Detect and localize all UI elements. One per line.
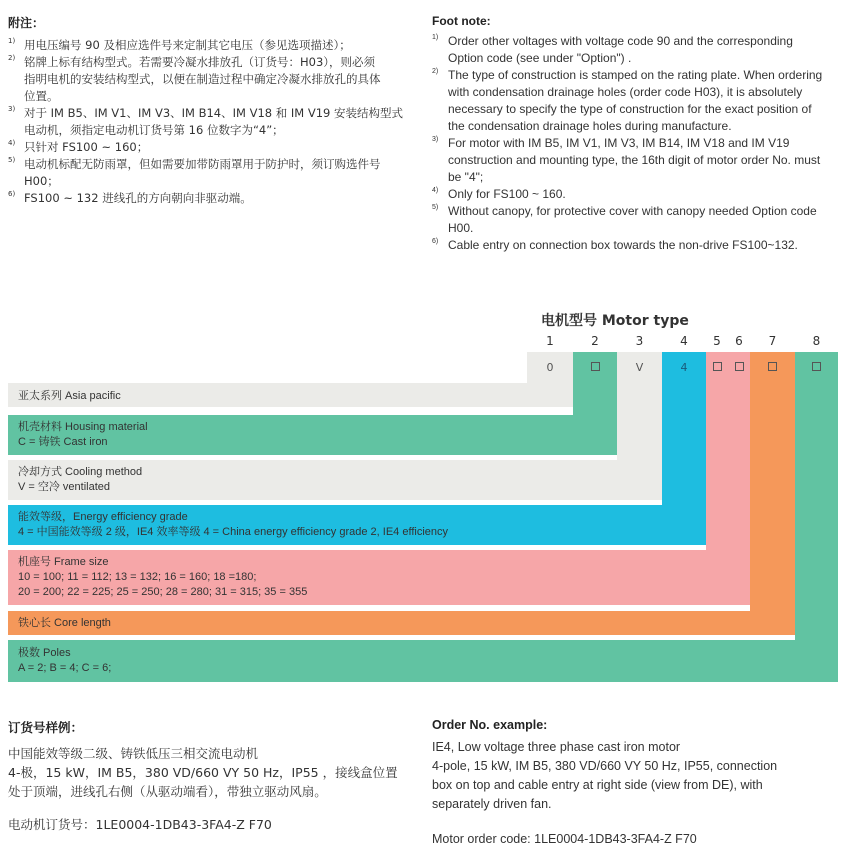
footnote-line: construction and mounting type, the 16th digit of motor order No. must <box>448 153 821 167</box>
order-example-cn-title: 订货号样例： <box>8 720 84 735</box>
column-number-4: 4 <box>680 334 688 348</box>
row-label-line: V = 空冷 ventilated <box>18 481 111 493</box>
footnotes-en-list <box>432 33 847 254</box>
footnotes-cn <box>8 14 418 207</box>
footnote-number: 5) <box>8 156 16 164</box>
row-label-frame-size <box>18 555 307 600</box>
column-number-3: 3 <box>635 334 644 348</box>
placeholder-box-icon <box>735 362 744 371</box>
footnote-en-1 <box>432 33 847 67</box>
row-label-asia-pacific <box>18 389 121 404</box>
footnote-line: Without canopy, for protective cover with canopy needed Option code <box>448 204 817 218</box>
footnote-line: 铭牌上标有结构型式。若需要冷凝水排放孔（订货号：H03），则必须 <box>24 55 376 69</box>
row-label-housing-material <box>18 420 148 450</box>
digit-5-placeholder-box <box>706 361 728 374</box>
row-label-line: 10 = 100; 11 = 112; 13 = 132; 16 = 160; 18 =180; <box>18 571 257 583</box>
order-example-cn-code: 电动机订货号：1LE0004-1DB43-3FA4-Z F70 <box>8 817 272 832</box>
footnote-line: Option code (see under "Option") . <box>448 51 632 65</box>
footnote-cn-4 <box>8 139 418 156</box>
footnote-number: 5) <box>432 204 439 211</box>
row-label-line: 机座号 Frame size <box>18 556 109 568</box>
digit-8-placeholder-box <box>795 361 838 374</box>
row-label-cooling-method <box>18 465 142 495</box>
placeholder-box-icon <box>768 362 777 371</box>
column-number-5: 5 <box>713 334 721 348</box>
footnote-line: Cable entry on connection box towards the non-drive FS100~132. <box>448 238 798 252</box>
footnote-cn-1 <box>8 37 418 54</box>
row-label-line: 极数 Poles <box>18 647 71 659</box>
row-label-line: C = 铸铁 Cast iron <box>18 436 108 448</box>
row-label-line: 能效等级，Energy efficiency grade <box>18 511 188 523</box>
band-core-vertical <box>750 352 795 635</box>
footnote-number: 1) <box>8 37 16 45</box>
footnote-line: FS100 ~ 132 进线孔的方向朝向非驱动端。 <box>24 191 252 205</box>
example-line: separately driven fan. <box>432 797 552 811</box>
footnotes-en-title: Foot note: <box>432 14 491 28</box>
footnote-cn-6 <box>8 190 418 207</box>
footnote-line: with condensation drainage holes (order code H03), it is absolutely <box>448 85 803 99</box>
order-example-en-code: Motor order code: 1LE0004-1DB43-3FA4-Z F70 <box>432 832 697 846</box>
footnote-line: Only for FS100 ~ 160. <box>448 187 566 201</box>
order-example-cn-body <box>8 744 423 801</box>
footnote-line: 只针对 FS100 ~ 160； <box>24 140 149 154</box>
column-number-1: 1 <box>546 334 554 348</box>
footnote-number: 1) <box>432 34 439 41</box>
digit-3-value: V <box>635 361 644 374</box>
footnote-cn-3 <box>8 105 418 139</box>
row-label-poles <box>18 646 111 676</box>
row-label-line: A = 2; B = 4; C = 6; <box>18 662 112 674</box>
footnote-line: 位置。 <box>24 89 59 103</box>
row-label-energy-efficiency <box>18 510 448 540</box>
footnote-line: 电动机标配无防雨罩，但如需要加带防雨罩用于防护时，须订购选件号 <box>24 157 381 171</box>
order-example-en-title: Order No. example: <box>432 718 548 732</box>
band-core-row <box>8 611 795 635</box>
order-example-en <box>432 718 847 849</box>
footnote-line: the condensation drainage holes during manufacture. <box>448 119 732 133</box>
footnote-number: 4) <box>432 187 439 194</box>
footnote-line: Order other voltages with voltage code 90 and the corresponding <box>448 34 793 48</box>
footnote-en-2 <box>432 67 847 135</box>
footnote-number: 6) <box>8 190 16 198</box>
footnote-number: 3) <box>8 105 16 113</box>
footnotes-cn-list <box>8 37 418 207</box>
digit-4-value: 4 <box>680 361 688 374</box>
footnote-line: For motor with IM B5, IM V1, IM V3, IM B14, IM V18 and IM V19 <box>448 136 790 150</box>
row-label-line: 20 = 200; 22 = 225; 25 = 250; 28 = 280; 31 = 315; 35 = 355 <box>18 586 308 598</box>
band-poles-row <box>8 640 838 682</box>
row-label-line: 冷却方式 Cooling method <box>18 466 143 478</box>
digit-2-placeholder-box <box>573 361 617 374</box>
column-number-8: 8 <box>812 334 821 348</box>
footnote-number: 2) <box>432 68 439 75</box>
column-number-2: 2 <box>591 334 599 348</box>
footnote-en-5 <box>432 203 847 237</box>
example-line: box on top and cable entry at right side (view from DE), with <box>432 778 763 792</box>
example-line: IE4, Low voltage three phase cast iron motor <box>432 740 681 754</box>
placeholder-box-icon <box>812 362 821 371</box>
digit-1-value: 0 <box>546 361 554 374</box>
row-label-line: 4 = 中国能效等级 2 级，IE4 效率等级 4 = China energy efficiency grade 2, IE4 efficiency <box>18 526 448 538</box>
footnote-en-6 <box>432 237 847 254</box>
footnote-cn-2 <box>8 54 418 105</box>
placeholder-box-icon <box>713 362 722 371</box>
footnote-number: 6) <box>432 238 439 245</box>
order-example-cn <box>8 718 423 834</box>
footnotes-en <box>432 14 847 254</box>
row-label-line: 机壳材料 Housing material <box>18 421 148 433</box>
footnote-number: 3) <box>432 136 439 143</box>
footnote-line: 指明电机的安装结构型式，以便在制造过程中确定冷凝水排放孔的具体 <box>24 72 381 86</box>
example-line: 中国能效等级二级、铸铁低压三相交流电动机 <box>8 746 259 761</box>
footnote-number: 2) <box>8 54 16 62</box>
footnote-line: H00； <box>24 174 59 188</box>
footnote-en-4 <box>432 186 847 203</box>
footnote-line: The type of construction is stamped on the rating plate. When ordering <box>448 68 823 82</box>
placeholder-box-icon <box>591 362 600 371</box>
order-example-en-body <box>432 738 847 814</box>
footnote-line: be "4"; <box>448 170 484 184</box>
footnote-line: necessary to specify the type of construction for the exact position of <box>448 102 812 116</box>
row-label-line: 铁心长 Core length <box>18 617 111 629</box>
row-label-core-length <box>18 616 111 631</box>
footnote-line: 对于 IM B5、IM V1、IM V3、IM B14、IM V18 和 IM V19 安装结构型式 <box>24 106 404 120</box>
footnotes-cn-title: 附注： <box>8 16 45 30</box>
example-line: 4-pole, 15 kW, IM B5, 380 VD/660 VY 50 Hz, IP55, connection <box>432 759 778 773</box>
column-number-7: 7 <box>768 334 777 348</box>
footnote-line: 电动机，须指定电动机订货号第 16 位数字为“4”； <box>24 123 284 137</box>
motor-type-title: 电机型号 Motor type <box>541 313 689 329</box>
footnote-cn-5 <box>8 156 418 190</box>
row-label-line: 亚太系列 Asia pacific <box>18 390 121 402</box>
example-line: 处于顶端，进线孔右侧（从驱动端看），带独立驱动风扇。 <box>8 784 327 799</box>
band-poles-vertical <box>795 352 838 682</box>
footnote-number: 4) <box>8 139 16 147</box>
example-line: 4-极，15 kW，IM B5，380 VD/660 VY 50 Hz，IP55 ，接线盒位置 <box>8 765 398 780</box>
footnote-line: H00. <box>448 221 474 235</box>
footnote-line: 用电压编号 90 及相应选件号来定制其它电压（参见选项描述）； <box>24 38 351 52</box>
digit-6-placeholder-box <box>728 361 750 374</box>
digit-7-placeholder-box <box>750 361 795 374</box>
column-number-6: 6 <box>735 334 743 348</box>
footnote-en-3 <box>432 135 847 186</box>
